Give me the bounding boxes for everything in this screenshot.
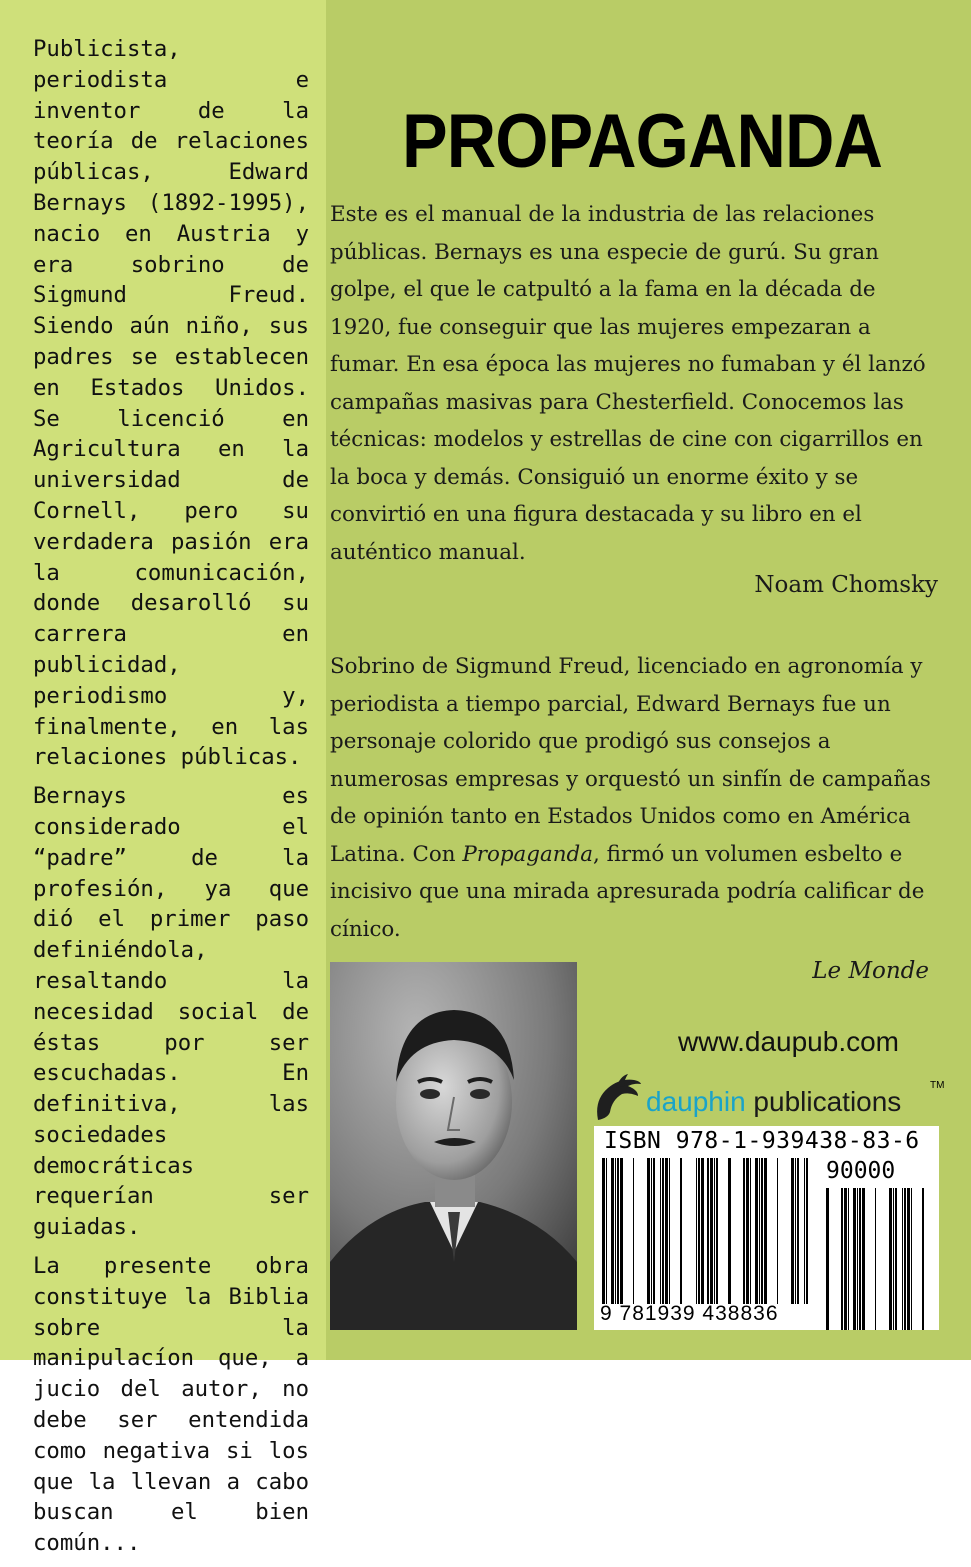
lemonde-text-after: , firmó un volumen esbelto e incisivo que una mirada apresurada podría calificar de cínico. bbox=[330, 841, 925, 942]
barcode-bar bbox=[743, 1158, 745, 1304]
barcode-bar bbox=[660, 1158, 661, 1304]
book-title: PROPAGANDA bbox=[402, 99, 882, 184]
barcode-bar bbox=[611, 1158, 614, 1304]
barcode-bar bbox=[797, 1158, 799, 1304]
barcode-bar bbox=[907, 1188, 910, 1330]
barcode-bar bbox=[777, 1158, 778, 1304]
website-link[interactable]: www.daupub.com bbox=[678, 1026, 900, 1057]
author-biography bbox=[33, 34, 309, 1567]
barcode-number: 9 781939 438836 bbox=[600, 1302, 779, 1325]
bio-paragraph-2: Bernays es considerado el “padre” de la profesión, ya que dió el primer paso definiéndola, resaltando la necesidad social de éstas por ser escuchadas. En definitiva, las sociedades democráticas requerían ser guiadas. bbox=[33, 783, 309, 1241]
barcode-bar bbox=[922, 1188, 924, 1330]
barcode-bar bbox=[716, 1158, 718, 1304]
barcode-bar bbox=[707, 1158, 709, 1304]
barcode-bar bbox=[615, 1158, 616, 1304]
barcode-bar bbox=[889, 1188, 892, 1330]
barcode-bar bbox=[893, 1188, 894, 1330]
barcode-bar bbox=[710, 1158, 713, 1304]
author-portrait bbox=[330, 962, 577, 1330]
barcode-bar bbox=[862, 1188, 865, 1330]
lemonde-quote-text bbox=[330, 648, 938, 948]
barcode-bar bbox=[875, 1188, 876, 1330]
bio-paragraph-3: La presente obra constituye la Biblia sobre la manipulacíon que, a jucio del autor, no debe ser entendida como negativa si los que la llevan a cabo buscan el bien común... bbox=[33, 1253, 309, 1557]
barcode-bar bbox=[669, 1158, 670, 1304]
publisher-name bbox=[646, 1086, 901, 1118]
barcode-bar bbox=[606, 1158, 607, 1304]
barcode-bar bbox=[662, 1158, 664, 1304]
publisher-name-dauphin: dauphin bbox=[646, 1086, 746, 1117]
chomsky-quote bbox=[330, 196, 938, 571]
barcode-bar bbox=[647, 1158, 650, 1304]
lemonde-book-title: Propaganda bbox=[462, 841, 593, 867]
barcode-bar bbox=[714, 1158, 715, 1304]
isbn-number: ISBN 978-1-939438-83-6 bbox=[604, 1128, 920, 1154]
barcode-bar bbox=[728, 1158, 731, 1304]
barcode-bar bbox=[759, 1158, 760, 1304]
barcode-bar bbox=[859, 1188, 861, 1330]
lemonde-attribution: Le Monde bbox=[812, 958, 929, 984]
barcode-bar bbox=[844, 1188, 847, 1330]
chomsky-quote-text: Este es el manual de la industria de las relaciones públicas. Bernays es una especie de gurú. Su gran golpe, el que le catpultó a la fama en la década de 1920, fue conseguir que las mujeres empezaran a fumar. En esa época las mujeres no fumaban y él lanzó campañas masivas para Chesterfield. Conocemos las técnicas: modelos y estrellas de cine con cigarrillos en la boca y demás. Consiguió un enorme éxito y se convirtió en una figura destacada y su libro en el auténtico manual. bbox=[330, 202, 926, 565]
barcode-bars bbox=[594, 1126, 939, 1330]
publisher-name-publications: publications bbox=[745, 1086, 902, 1117]
barcode-bar bbox=[826, 1188, 829, 1330]
barcode-bar bbox=[665, 1158, 668, 1304]
barcode-bar bbox=[841, 1188, 843, 1330]
barcode-bar bbox=[617, 1158, 619, 1304]
barcode-bar bbox=[806, 1158, 808, 1304]
barcode-bar bbox=[795, 1158, 796, 1304]
chomsky-attribution: Noam Chomsky bbox=[754, 572, 938, 598]
barcode-bar bbox=[651, 1158, 652, 1304]
barcode-bar bbox=[791, 1158, 794, 1304]
barcode-bar bbox=[746, 1158, 749, 1304]
barcode-bar bbox=[755, 1158, 758, 1304]
price-code: 90000 bbox=[826, 1158, 896, 1184]
lemonde-text-before: Sobrino de Sigmund Freud, licenciado en agronomía y periodista a tiempo parcial, Edward Bernays fue un personaje colorido que prodigó sus consejos a numerosas empresas y orquestó un sinfín de campañas de opinión tanto en Estados Unidos como en América Latina. Con bbox=[330, 654, 931, 867]
barcode-bar bbox=[701, 1158, 704, 1304]
lemonde-quote bbox=[330, 648, 938, 948]
barcode-bar bbox=[911, 1188, 912, 1330]
barcode-bar bbox=[633, 1158, 634, 1304]
portrait-illustration bbox=[330, 962, 577, 1330]
isbn-barcode bbox=[594, 1126, 939, 1330]
publisher-logo bbox=[594, 1068, 954, 1124]
barcode-bar bbox=[620, 1158, 623, 1304]
barcode-bar bbox=[696, 1158, 697, 1304]
barcode-bar bbox=[895, 1188, 897, 1330]
barcode-bar bbox=[680, 1158, 682, 1304]
barcode-bar bbox=[750, 1158, 751, 1304]
barcode-bar bbox=[857, 1188, 858, 1330]
barcode-bar bbox=[602, 1158, 605, 1304]
barcode-bar bbox=[761, 1158, 763, 1304]
bio-paragraph-1: Publicista, periodista e inventor de la teoría de relaciones públicas, Edward Bernays (1892-1995), nacio en Austria y era sobrino de Sigmund Freud. Siendo aún niño, sus padres se establecen en Estados Unidos. Se licenció en Agricultura en la universidad de Cornell, pero su verdadera pasión era la comunicación, donde desarolló su carrera en publicidad, periodismo y, finalmente, en las relaciones públicas. bbox=[33, 36, 309, 771]
barcode-bar bbox=[764, 1158, 767, 1304]
dolphin-icon bbox=[594, 1070, 642, 1124]
barcode-bar bbox=[904, 1188, 906, 1330]
barcode-bar bbox=[902, 1188, 903, 1330]
barcode-bar bbox=[804, 1158, 805, 1304]
barcode-bar bbox=[653, 1158, 655, 1304]
barcode-bar bbox=[853, 1188, 856, 1330]
trademark-mark: TM bbox=[930, 1080, 945, 1091]
barcode-bar bbox=[698, 1158, 700, 1304]
barcode-bar bbox=[848, 1188, 849, 1330]
